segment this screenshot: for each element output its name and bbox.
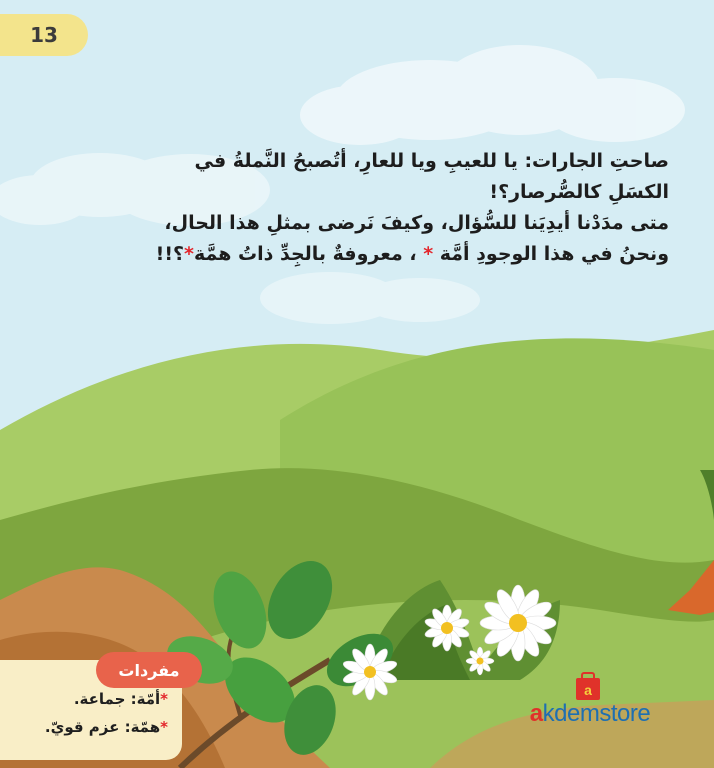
footnote-star: *	[184, 243, 194, 265]
cloud	[300, 45, 685, 145]
vocabulary-title: مفردات	[96, 652, 202, 688]
vocabulary-definition: أمّة: جماعة.	[73, 690, 161, 708]
logo-letter: a	[529, 700, 543, 727]
story-line: متى مدَدْنا أيدِيَنا للسُّؤال، وكيفَ نَرضى بمثلِ هذا الحال،	[164, 212, 669, 234]
vocabulary-box	[0, 660, 182, 760]
cloud	[260, 272, 480, 324]
story-line: الكسَلِ كالصُّرصار؟!	[489, 181, 669, 203]
page-number: 13	[0, 14, 88, 56]
story-text-segment: ونحنُ في هذا الوجودِ أمَّة	[439, 243, 669, 265]
vocabulary-item	[18, 718, 168, 736]
svg-text:a: a	[584, 682, 592, 698]
story-text-segment: ، معروفةٌ بالجِدِّ ذاتُ همَّة	[193, 243, 417, 265]
logo-name: kdemstore	[542, 700, 651, 727]
story-text-segment: ؟!!	[155, 243, 185, 265]
vocabulary-definition: همّة: عزم قويّ.	[44, 718, 161, 736]
footnote-star: *	[160, 690, 168, 708]
book-icon	[574, 672, 602, 702]
story-line	[69, 239, 669, 270]
logo-wordmark	[510, 700, 670, 728]
story-text	[69, 146, 669, 270]
footnote-star: *	[423, 243, 434, 265]
footnote-star: *	[160, 718, 168, 736]
publisher-logo	[510, 670, 670, 730]
daisy-flower	[466, 647, 494, 675]
vocabulary-item	[18, 690, 168, 708]
story-line: صاحتِ الجارات: يا للعيبِ ويا للعارِ، أتُصبحُ النَّملةُ في	[194, 150, 669, 172]
